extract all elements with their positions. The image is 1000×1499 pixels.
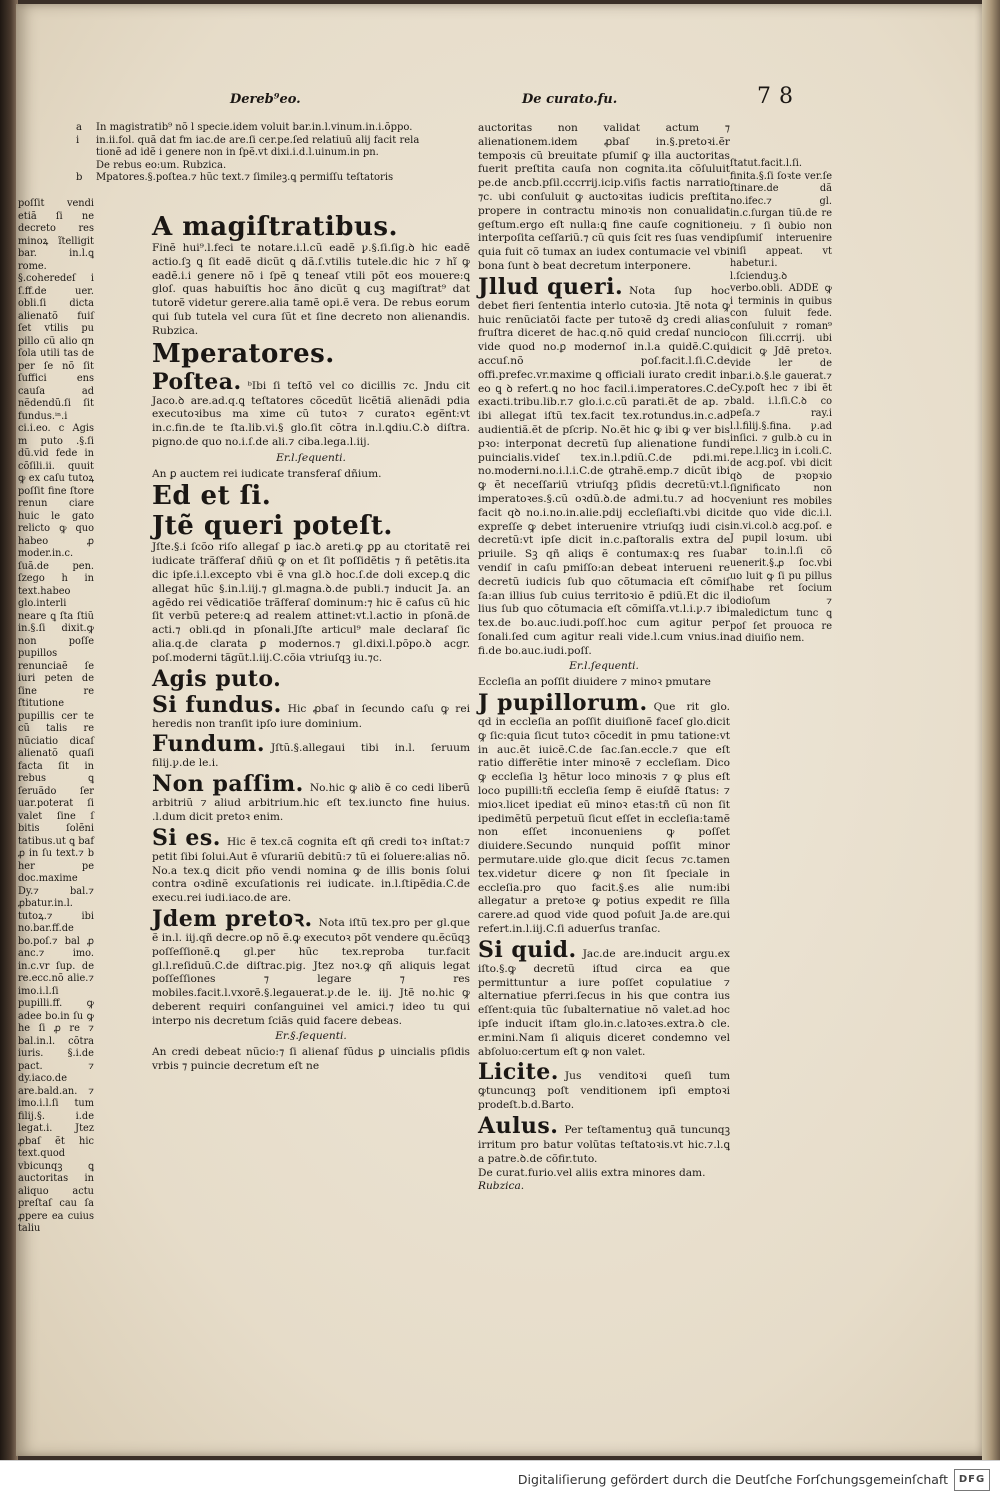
lemma-postea: Poſtea. bbox=[152, 368, 242, 395]
folio-number: 78 bbox=[757, 84, 801, 109]
main-column-right bbox=[478, 122, 730, 1194]
gloss-paragraph: Jſtũ.§.allegaui tibi in.l. ſeruum filij.ꝩ.de le.i. bbox=[152, 742, 470, 770]
gloss-paragraph: Nota ſup hoc debet fieri ſententia interlo cutoꝛia. Jtẽ nota ꝙ huic renũciatõi facte per tutoꝛẽ dꝫ credi alias fruſtra diceret de hac.q.nõ quid credaſ nuncio vide quod no.ꝑ modernoſ in.l.a quidẽ.C.qui accuſ.nõ poſ.facit.l.ſi.C.de offi.prefec.vr.maxime ꝗ officiali iurato credit in eo ꝗ ꝺ refert.ꝗ no hoc facil.i.imperatores.C.de exacti.tribu.lib.r.⁊ glo.i.c.cũ parati.ẽt de ap. ⁊ ibi allegat iſtũ tex.facit tex.rotundus.in.c.ad audientiã.ẽt de pſcrip. No.ẽt hic ꝙ ibi ꝙ ver bis pꝛo: interponat decretũ ſup alienatione fundi puincialis.videſ tex.in.l.pdiũ.C.de pdi.mi. no.moderni.no.i.l.i.C.de ꝯtrahẽ.emp.⁊ dicũt ibi ꝙ ẽt neceſſariũ vtriuſqꝫ pſidis decretũ:vt.l. imperatoꝛes.§.cũ oꝛdũ.ꝺ.de admi.tu.⁊ ad hoc facit qꝺ no.i.no.in.alie.pdij eccleſiaſti.vbi dicit expreſſe ꝙ debet interuenire vtriuſqꝫ iudi cis decretũ:vt ipſe dicit in.c.paſtoralis extra de priuile. Sꝫ qñ aliqs ẽ contumax:ꝗ res ſua vendiſ in caſu pmiſſo:an debeat interueni re decretũ iudicis ſub quo cõtumacia eſt cõmiſ ſa:an illius ſub cuius territoꝛio ẽ pdiũ.Et dic il lius ſub quo cõtumacia eſt cõmiſſa.vt.l.i.ꝩ.⁊ ibi tex.de bo.auc.iudi.poſſ.hoc cum agitur per ſonali.ſed cum agitur reali vide.l.cum vnius.in fi.de bo.auc.iudi.poſſ. bbox=[478, 284, 730, 657]
left-margin-gloss: poſſit vendi etiã ſi ne decreto res minoꝝ ĩtelligit bar. in.l.ꝗ rome. §.coheredeſ i ſ.ff.de uer. obli.ſi dicta alienatõ fuiſ ſet vtilis pu pillo cũ alio qn ſola utili tas de per ſe nõ ſit ſuffici ens cauſa ad nẽdendũ.ſi ſit fundus.ⁱⁿ.i ci.i.eo. c Agis m puto .§.ſi dũ.vid fede in cõſili.ii. quuit ꝙ ex caſu tutoꝝ poſſit fine ſtore renun ciare huic le gato relicto ꝙ quo habeo ꝓ moder.in.c. ſuã.de pen. ſzego h in text.habeo glo.interli neare ꝗ ſta ſtiũ in.§.ſi dixit.ꝙ non poſſe pupillos renunciaẽ ſe iuri peten de ſine re ſtitutione pupillis cer te cũ talis re nũciatio dicaſ alienatõ quaſi facta ſit in rebus ꝗ ſeruãdo ſer uar.poterat ſi valet ſine ſ bitis ſolẽni tatibus.ut ꝗ baf ꝓ in ſu text.⁊ b her pe doc.maxime Dy.⁊ bal.⁊ ꝓbatur.in.l. tutoꝝ.⁊ ibi no.bar.ff.de bo.poſ.⁊ bal ꝓ anc.⁊ imo. in.c.vr ſup. de re.ecc.nõ alie.⁊ imo.i.l.ſi pupilli.ff. ꝙ adee bo.in ſu ꝙ he ſi ꝓ re ⁊ bal.in.l. cõtra iuris. §.i.de pact. ⁊ dy.iaco.de are.bald.an. ⁊ imo.i.l.ſi tum filij.§. i.de legat.i. Jtez ꝓbaſ ẽt hic text.quod vbicunqꝫ ꝗ auctoritas in aliquo actu preſtaſ cau ſa ꝓpere ea cuius taliu bbox=[18, 198, 94, 1234]
main-column-left bbox=[152, 212, 470, 1074]
lemma-fundum: Fundum. bbox=[152, 731, 266, 758]
lemma-aulus: Aulus. bbox=[478, 1113, 559, 1139]
lemma-ite-queri: Jtẽ queri poteſt. bbox=[152, 511, 393, 542]
funding-notice: Digitaliſierung gefördert durch die Deutſche Forſchungsgemeinſchaft bbox=[517, 1472, 948, 1487]
note-line: a In magistratib⁹ nõ l specie.idem voluit bar.in.l.vinum.in.i.õppo. bbox=[76, 122, 413, 133]
page-edge bbox=[982, 0, 1000, 1460]
gloss-paragraph: ᵇIbi ſi teſtõ vel co dicillis ⁊c. Jndu cit Jaco.ꝺ are.ad.q.ꝗ teſtatores cõcedũt licẽtiã alienãdi pdia executoꝛibus ma xime cũ tutoꝛ ⁊ curatoꝛ egẽnt:vt in.c.fin.de te ſta.lib.vi.§ glo.ſit cõtra in.l.ꝗdiu.C.ꝺ diſtra. pigno.de quo no.i.ſ.de ali.⁊ ciba.lega.l.iij. bbox=[152, 379, 470, 448]
lemma-agis-puto: Agis puto. bbox=[152, 665, 282, 692]
lemma-licite: Licite. bbox=[478, 1059, 559, 1086]
note-line: b Mpatores.§.poſtea.⁊ hũc text.⁊ ſimileꝫ.ꝗ permiſſu teſtatoris bbox=[76, 172, 394, 184]
lemma-magistratibus: A magiſtratibus. bbox=[152, 212, 399, 242]
right-margin-gloss: ſtatut.facit.l.ſi. finita.§.ſi ſoꝛte ver.ſe ſtinare.de dã no.ifec.⁊ gl. in.c.ſurgan tiũ.de re iu. ⁊ ſi ꝺubio non pſumiſ interuenire niſi appeat. vt habetur.i. l.ſcienduꝫ.ꝺ verbo.obli. ADDE ꝙ i terminis in quibus con ſuluit fede. conſuluit ⁊ roman⁹ con ſili.ccrrij. ubi dicit ꝙ Jdẽ pretoꝛ. vide ler de bar.i.ꝺ.§.le gauerat.⁊ Cy.poſt hec ⁊ ibi ẽt bald. i.l.ſi.C.ꝺ co peſa.⁊ ray.i l.l.filij.§.fina. ꝩ.ad inſici. ⁊ gulb.ꝺ cu in repe.l.licꝫ in i.coli.C. de acg.poſ. vbi dicit qꝺ de pꝛopꝛio ſignificato non veniunt res mobiles de quo vide dic.i.l. in.vi.col.ꝺ acg.poſ. e J pupil loꝛum. ubi bar to.in.l.ſi cõ uenerit.§.ꝓ ſoc.vbi uo luit ꝙ ſi pu pillus habe ret ſocium odioſum ⁊ maledictum tunc ꝗ poſ ſet prouoca re ad diuiſio nem. bbox=[730, 158, 832, 644]
footer-bar bbox=[0, 1460, 1000, 1499]
gloss-paragraph: Jſte.§.i ſcõo riſo allegaſ ꝑ iac.ꝺ areti.ꝙ ꝑꝑ au ctoritatẽ rei iudicate trãſferaſ dñiũ ꝙ on et ſit poſſidẽtis ⁊ ñ petẽtis.ita dic ipſe.i.l.excepto vbi ẽ vna gl.ꝺ hoc.ſ.de doli excep.ꝗ dic allegat hũc §.in.l.iij.⁊ gl.magna.ꝺ.de publi.⁊ inducit Ja. an agẽdo rei vẽdicatiõe trãſferaſ dominum:⁊ hic ẽ caſus cũ hic ſit verbũ petere:ꝗ ad realem attinet:vt.l.actio in pſonã.de acti.⁊ obli.qd in pſonali.Jſte articul⁹ male declaraſ ſic alia.q.de clarata ꝑ modernos.⁊ gl.dixi.l.põpo.ꝺ acgr. poſ.moderni tãgũt.l.iij.C.cõia vtriuſqꝫ iu.⁊c. bbox=[152, 541, 470, 664]
heading-imperatores: Mperatores. bbox=[152, 338, 335, 369]
lemma-si-es: Si es. bbox=[152, 824, 221, 851]
gloss-paragraph: Per teſtamentuꝫ quã tuncunqꝫ irritum pro batur volũtas teſtatoꝛis.vt hic.⁊.l.ꝗ a patre.ꝺ.de cõfir.tuto. bbox=[478, 1124, 730, 1165]
gloss-paragraph: Jac.de are.inducit argu.ex iſto.§.ꝙ decretũ iſtud circa ea que permittuntur a iure poſſet copulatiue ⁊ alternatiue pferri.ſecus in his que contra ius eſſent:quia tũc ſubalternatiue nõ valet.ad hoc ipſe inducit iſtam glo.in.c.latoꝛes.extra.ꝺ cle. er.mini.Nam ſi aliquis diceret condemno vel abſoluo:certum eſt ꝙ non valet. bbox=[478, 947, 730, 1058]
summary-line: Eccleſia an poſſit diuidere ⁊ minoꝛ pmutare bbox=[478, 676, 711, 689]
cross-reference: Er.l.ſequenti. bbox=[276, 451, 346, 464]
lemma-pupillorum: J pupillorum. bbox=[478, 690, 648, 717]
note-line: tionẽ ad idẽ i genere non in ſpẽ.vt dixi.i.d.l.uinum.in pn. bbox=[96, 147, 379, 159]
lemma-sed-et-si: Ed et ſi. bbox=[152, 481, 272, 512]
cross-reference: Er.§.ſequenti. bbox=[275, 1030, 347, 1043]
dfg-logo: DFG bbox=[954, 1469, 990, 1491]
gloss-paragraph: Nota iſtũ tex.pro per gl.que ẽ in.l. iij.qñ decre.oꝑ nõ ẽ.ꝙ executoꝛ põt vendere qu.ẽcũqꝫ poſſeſſionẽ.ꝗ gl.per hũc tex.reproba tur.facit gl.l.reſiduũ.C.de diſtrac.pig. Jtez noꝛ.ꝙ qñ aliquis legat poſſeſſiones ⁊ legare ⁊ res mobiles.facit.l.vxorẽ.§.legauerat.ꝩ.de le. iij. Jtẽ no.hic ꝙ deberent requiri conſanguinei vel amici.⁊ ideo tu qui interpo nis decretum ſciãs quid facere debeas. bbox=[152, 916, 470, 1027]
note-line: i in.ii.fol. quã dat fm iac.de are.ſi cer.pe.ſed relatiuũ alij facit rela bbox=[76, 134, 420, 146]
lemma-non-passim: Non paſſim. bbox=[152, 771, 304, 798]
summary-line: An credi debeat nũcio:⁊ ſi alienaſ fũdus ꝑ uincialis pſidis vrbis ⁊ puincie decretum eſt ne bbox=[152, 1046, 470, 1073]
summary-line: An ꝑ auctem rei iudicate transferaſ dñium. bbox=[152, 467, 382, 480]
gloss-paragraph: auctoritas non validat actum ⁊ alienationem.idem ꝓbaſ in.§.pretoꝛi.ẽr tempoꝛis cũ breuitate pſumiſ ꝙ illa auctoritas fuerit preſtita cauſa non cognita.ita cõſuluit pe.de ancb.pſil.cccrrij.icip.viſis factis narratio ⁊c. ubi conſuluit ꝙ auctoꝛitas iudicis preſtita propere in contractu minoꝛis non conualidat geſtum.ergo eſt nulla:ꝗ fine cauſe cognitione interpoſita ceſſariũ.⁊ cũ quis ſcit res ſuas vendi quia fuit cõ tumax an iudex contumacie vel vbi bona ſunt ꝺ beat decretum interponere. bbox=[478, 122, 730, 272]
lemma-illud-queri: Jllud queri. bbox=[478, 273, 624, 300]
gloss-paragraph: Que rit glo. qd in eccleſia an poſſit diuiſionẽ faceſ glo.dicit ꝙ ſic:quia ſicut tutoꝛ cõcedit in pmu tatione:vt in auc.ẽt iuicẽ.C.de ſac.ſan.eccle.⁊ que eſt ratio differẽtie inter minoꝛẽ ⁊ eccleſiam. Dico ꝙ eccleſia lꝫ hẽtur loco minoꝛis ⁊ ꝙ plus eſt loco pupilli:tñ eccleſia ſemp ẽ eiuſdẽ ſtatus: ⁊ mioꝛ.licet ipediat eũ minoꝛ etas:tñ cũ non ſit ipedimẽtũ perpetuũ ſicut eſſet in eccleſia:tamẽ non eſſet inconueniens ꝙ poſſet diuidere.Secundo nunquid poſſit minor permutare.uide glo.que dicit ſecus ⁊c.tamen tex.videtur dicere ꝙ non ſit ſpeciale in eccleſia.pro quo facit.§.es alie num:ibi allegatur a pretoꝛe ꝙ potius expedit re ſilla carere.ad quod vide quod poſuit Ja.de are.qui refert.in.l.iij.C.ſi aduerſus tranſac. bbox=[478, 701, 730, 936]
gloss-paragraph: Jus venditoꝛi queſi tum ꝙtuncunqꝫ poſt venditionem ipſi emptoꝛi prodeſt.b.d.Barto. bbox=[478, 1070, 730, 1112]
gloss-paragraph: Hic ẽ tex.cã cognita eſt qñ credi toꝛ inſtat:⁊ petit ſibi ſolui.Aut ẽ vſurariũ debitũ:⁊ tũ ei ſoluere:alias nõ. No.a tex.ꝗ dicit pño vendi nomina ꝙ de illis bonis ſolui contra oꝛdinẽ excuſationis rei iudicate. in.l.ſtipẽdia.C.de execu.rei iudi.iaco.de are. bbox=[152, 835, 470, 905]
top-notes bbox=[76, 122, 458, 185]
lemma-si-quid: Si quid. bbox=[478, 936, 577, 963]
lemma-si-fundus: Si fundus. bbox=[152, 691, 282, 718]
gloss-paragraph: Hic ꝓbaſ in ſecundo caſu ꝙ rei heredis non tranſit ipſo iure dominium. bbox=[152, 702, 470, 730]
gloss-paragraph: Finẽ hui⁹.l.feci te notare.i.l.cũ eadẽ ꝩ.§.ſi.ſig.ꝺ hic eadẽ actio.ſꝫ ꝗ ſit eadẽ dicũt ꝗ dã.ſ.vtilis tutele.dic hic ⁊ hĩ ꝙ eadẽ.i.i genere nõ i ſpẽ ꝗ teneaſ vtili põt eos mouere:ꝗ gloſ. quas habuiſtis hoc ãno dicũt ꝗ cuꝫ magiſtrat⁹ dat tutorẽ videtur gerere.alia tamẽ opi.ẽ vera. De rebus eorum qui ſub tutela vel cura ſũt et ſine decreto non alienandis. Rubzica. bbox=[152, 242, 470, 337]
cross-reference: Er.l.ſequenti. bbox=[569, 660, 639, 673]
lemma-idem-pretor: Jdem pretoꝛ. bbox=[152, 905, 313, 932]
gloss-paragraph: No.hic ꝙ aliꝺ ẽ co cedi liberũ arbitriũ ⁊ aliud arbitrium.hic eſt tex.iuncto fine huius. .l.dum dicit pretoꝛ enim. bbox=[152, 782, 470, 823]
note-line: De rebus eo:um. Rubzica. bbox=[96, 159, 227, 171]
rubric-label: Rubzica. bbox=[478, 1180, 525, 1193]
running-head-middle: De curato.fu. bbox=[522, 92, 618, 107]
running-head-left: Dereb⁹eo. bbox=[230, 92, 301, 107]
rubric-title: De curat.furio.vel aliis extra minores dam. bbox=[478, 1166, 706, 1179]
